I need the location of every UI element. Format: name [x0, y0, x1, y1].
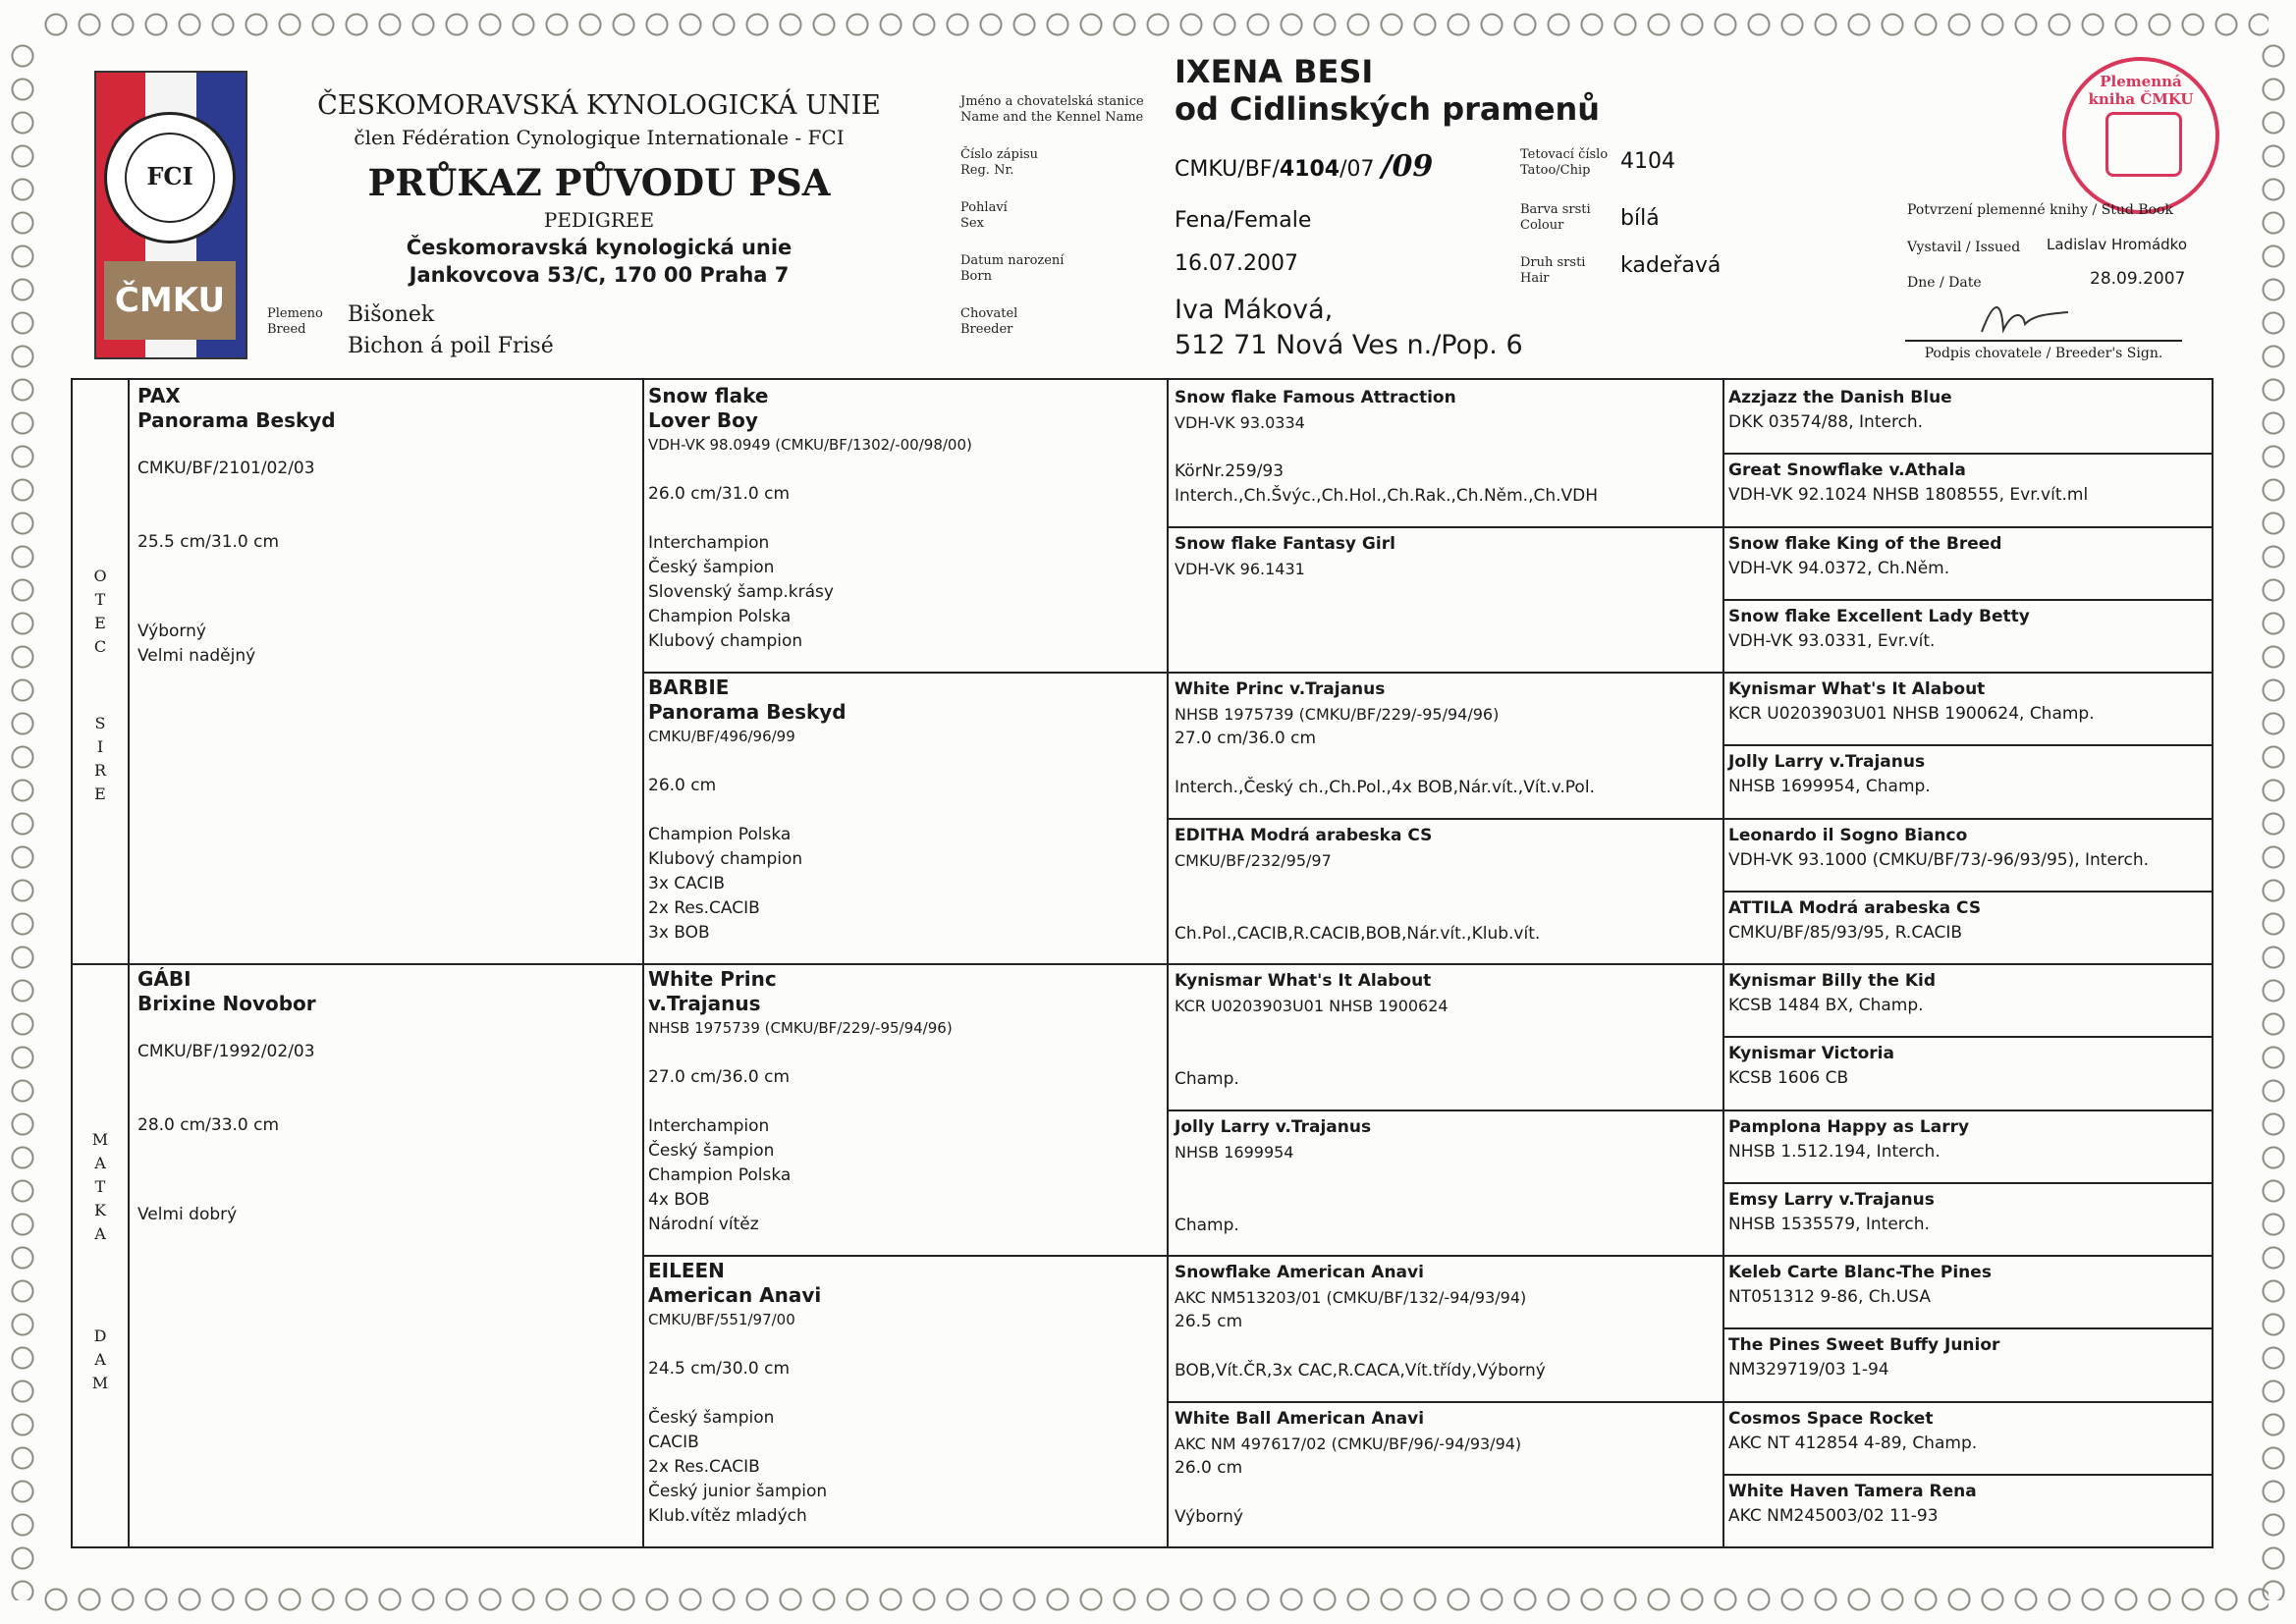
- row-divider: [1722, 1474, 2212, 1476]
- row-divider: [1722, 599, 2212, 601]
- fci-cmku-logo: [94, 71, 247, 359]
- row-divider: [642, 1255, 2212, 1257]
- signature-label: Podpis chovatele / Breeder's Sign.: [1924, 346, 2163, 361]
- breeder-label: Chovatel Breeder: [960, 306, 1018, 337]
- row-divider: [1722, 453, 2212, 455]
- row-divider: [642, 672, 2212, 674]
- gen2-cell: Snow flake Lover Boy VDH-VK 98.0949 (CMKU/BF/1302/-00/98/00) 26.0 cm/31.0 cm Interchampion Český šampion Slovenský šamp.krásy Champion Polska Klubový champion: [648, 384, 972, 651]
- gen3-cell: Snow flake Famous Attraction VDH-VK 93.0334 KörNr.259/93 Interch.,Ch.Švýc.,Ch.Hol.,Ch.Rak.,Ch.Něm.,Ch.VDH: [1175, 388, 1599, 506]
- breed-en: Bichon á poil Frisé: [348, 334, 554, 358]
- issuer-name: Českomoravská kynologická unie: [406, 236, 793, 259]
- row-divider: [1167, 526, 2212, 528]
- date-label: Dne / Date: [1907, 275, 1982, 291]
- gen4-cell: Kynismar What's It Alabout KCR U0203903U01 NHSB 1900624, Champ.: [1728, 679, 2095, 724]
- colour-value: bílá: [1620, 206, 1660, 231]
- side-label-dam: D A M: [91, 1326, 109, 1392]
- row-divider: [1722, 1327, 2212, 1329]
- border-left: [6, 39, 39, 1600]
- gen3-cell: Kynismar What's It Alabout KCR U0203903U01 NHSB 1900624 Champ.: [1175, 971, 1449, 1089]
- gen1-cell: PAX Panorama Beskyd CMKU/BF/2101/02/03 25.5 cm/31.0 cm Výborný Velmi nadějný: [137, 384, 336, 666]
- dog-kennel: od Cidlinských pramenů: [1175, 90, 1601, 128]
- gen4-cell: Kynismar Billy the Kid KCSB 1484 BX, Champ.: [1728, 971, 1936, 1015]
- gen3-cell: Jolly Larry v.Trajanus NHSB 1699954 Champ.: [1175, 1116, 1372, 1235]
- row-divider: [1722, 891, 2212, 893]
- gen4-cell: Snow flake Excellent Lady Betty VDH-VK 93.0331, Evr.vít.: [1728, 606, 2030, 651]
- signature-icon: [1974, 291, 2082, 340]
- breeder-address: 512 71 Nová Ves n./Pop. 6: [1175, 330, 1523, 360]
- border-right: [2257, 39, 2290, 1600]
- name-label: Jméno a chovatelská stanice Name and the Kennel Name: [960, 94, 1144, 125]
- side-label-matka: M A T K A: [91, 1130, 109, 1243]
- issued-date: 28.09.2007: [2090, 269, 2186, 289]
- gen3-cell: Snow flake Fantasy Girl VDH-VK 96.1431: [1175, 533, 1395, 578]
- gen4-cell: Jolly Larry v.Trajanus NHSB 1699954, Champ.: [1728, 752, 1931, 797]
- born-label: Datum narození Born: [960, 253, 1065, 284]
- reg-label: Číslo zápisu Reg. Nr.: [960, 147, 1039, 178]
- gen4-cell: Cosmos Space Rocket AKC NT 412854 4-89, Champ.: [1728, 1408, 1978, 1453]
- org-member: člen Fédération Cynologique Internationale - FCI: [354, 126, 845, 149]
- breed-label: Plemeno Breed: [267, 306, 323, 337]
- gen3-cell: Snowflake American Anavi AKC NM513203/01 (CMKU/BF/132/-94/93/94) 26.5 cm BOB,Vít.ČR,3x CAC,R.CACA,Vít.třídy,Výborný: [1175, 1263, 1546, 1380]
- sex-label: Pohlaví Sex: [960, 200, 1008, 231]
- row-divider: [1167, 1110, 2212, 1111]
- breeder-name: Iva Máková,: [1175, 295, 1334, 325]
- tattoo-value: 4104: [1620, 149, 1675, 174]
- issued-label: Vystavil / Issued: [1907, 240, 2021, 255]
- gen4-cell: Great Snowflake v.Athala VDH-VK 92.1024 NHSB 1808555, Evr.vít.ml: [1728, 460, 2089, 506]
- gen4-cell: Snow flake King of the Breed VDH-VK 94.0372, Ch.Něm.: [1728, 533, 2002, 578]
- row-divider: [73, 963, 2212, 965]
- gen3-cell: White Princ v.Trajanus NHSB 1975739 (CMKU/BF/229/-95/94/96) 27.0 cm/36.0 cm Interch.,Český ch.,Ch.Pol.,4x BOB,Nár.vít.,Vít.v.Pol.: [1175, 679, 1595, 797]
- gen4-cell: Kynismar Victoria KCSB 1606 CB: [1728, 1044, 1894, 1089]
- gen2-cell: EILEEN American Anavi CMKU/BF/551/97/00 24.5 cm/30.0 cm Český šampion CACIB 2x Res.CACIB Český junior šampion Klub.vítěz mladých: [648, 1259, 828, 1526]
- border-bottom: [39, 1583, 2269, 1616]
- signature-line: [1905, 340, 2182, 342]
- reg-number: CMKU/BF/4104/07 /09: [1175, 149, 1434, 184]
- sex-value: Fena/Female: [1175, 208, 1312, 233]
- side-label-sire: S I R E: [93, 714, 107, 803]
- gen3-cell: EDITHA Modrá arabeska CS CMKU/BF/232/95/97 Ch.Pol.,CACIB,R.CACIB,BOB,Nár.vít.,Klub.vít.: [1175, 825, 1541, 944]
- dog-name: IXENA BESI: [1175, 53, 1374, 90]
- issuer-address: Jankovcova 53/C, 170 00 Praha 7: [409, 263, 790, 287]
- hair-value: kadeřavá: [1620, 253, 1722, 278]
- row-divider: [1167, 1401, 2212, 1403]
- row-divider: [1722, 1036, 2212, 1038]
- pedigree-table: [71, 378, 2214, 1548]
- gen2-cell: BARBIE Panorama Beskyd CMKU/BF/496/96/99 26.0 cm Champion Polska Klubový champion 3x CACIB 2x Res.CACIB 3x BOB: [648, 676, 847, 943]
- side-label-otec: O T E C: [93, 567, 107, 656]
- hair-label: Druh srsti Hair: [1520, 255, 1586, 286]
- gen4-cell: White Haven Tamera Rena AKC NM245003/02 11-93: [1728, 1481, 1977, 1526]
- cmku-logo-text: ČMKU: [104, 261, 236, 340]
- studbook-stamp: Plemenná kniha ČMKU: [2062, 57, 2219, 214]
- studbook-label: Potvrzení plemenné knihy / Stud Book: [1907, 202, 2173, 218]
- gen4-cell: ATTILA Modrá arabeska CS CMKU/BF/85/93/95, R.CACIB: [1728, 897, 1982, 943]
- gen2-cell: White Princ v.Trajanus NHSB 1975739 (CMKU/BF/229/-95/94/96) 27.0 cm/36.0 cm Interchampion Český šampion Champion Polska 4x BOB Národní vítěz: [648, 967, 953, 1234]
- row-divider: [1167, 818, 2212, 820]
- border-top: [39, 8, 2269, 41]
- tattoo-label: Tetovací číslo Tatoo/Chip: [1520, 147, 1609, 178]
- row-divider: [1722, 1182, 2212, 1184]
- gen4-cell: Emsy Larry v.Trajanus NHSB 1535579, Interch.: [1728, 1189, 1935, 1234]
- doc-subtitle: PEDIGREE: [543, 208, 655, 232]
- gen4-cell: Pamplona Happy as Larry NHSB 1.512.194, Interch.: [1728, 1116, 1970, 1162]
- gen4-cell: Azzjazz the Danish Blue DKK 03574/88, Interch.: [1728, 388, 1952, 432]
- org-name: ČESKOMORAVSKÁ KYNOLOGICKÁ UNIE: [317, 90, 881, 121]
- issued-by: Ladislav Hromádko: [2047, 236, 2188, 253]
- gen4-cell: The Pines Sweet Buffy Junior NM329719/03 1-94: [1728, 1335, 2000, 1380]
- colour-label: Barva srsti Colour: [1520, 202, 1591, 233]
- gen1-cell: GÁBI Brixine Novobor CMKU/BF/1992/02/03 28.0 cm/33.0 cm Velmi dobrý: [137, 967, 316, 1224]
- breed-cz: Bišonek: [348, 302, 435, 327]
- gen3-cell: White Ball American Anavi AKC NM 497617/02 (CMKU/BF/96/-94/93/94) 26.0 cm Výborný: [1175, 1408, 1522, 1527]
- fci-logo-text: FCI: [146, 162, 193, 190]
- doc-title: PRŮKAZ PŮVODU PSA: [367, 161, 831, 204]
- born-value: 16.07.2007: [1175, 251, 1298, 276]
- row-divider: [1722, 744, 2212, 746]
- gen4-cell: Leonardo il Sogno Bianco VDH-VK 93.1000 (CMKU/BF/73/-96/93/95), Interch.: [1728, 825, 2150, 870]
- fci-emblem: [104, 112, 236, 244]
- gen4-cell: Keleb Carte Blanc-The Pines NT051312 9-86, Ch.USA: [1728, 1263, 1992, 1307]
